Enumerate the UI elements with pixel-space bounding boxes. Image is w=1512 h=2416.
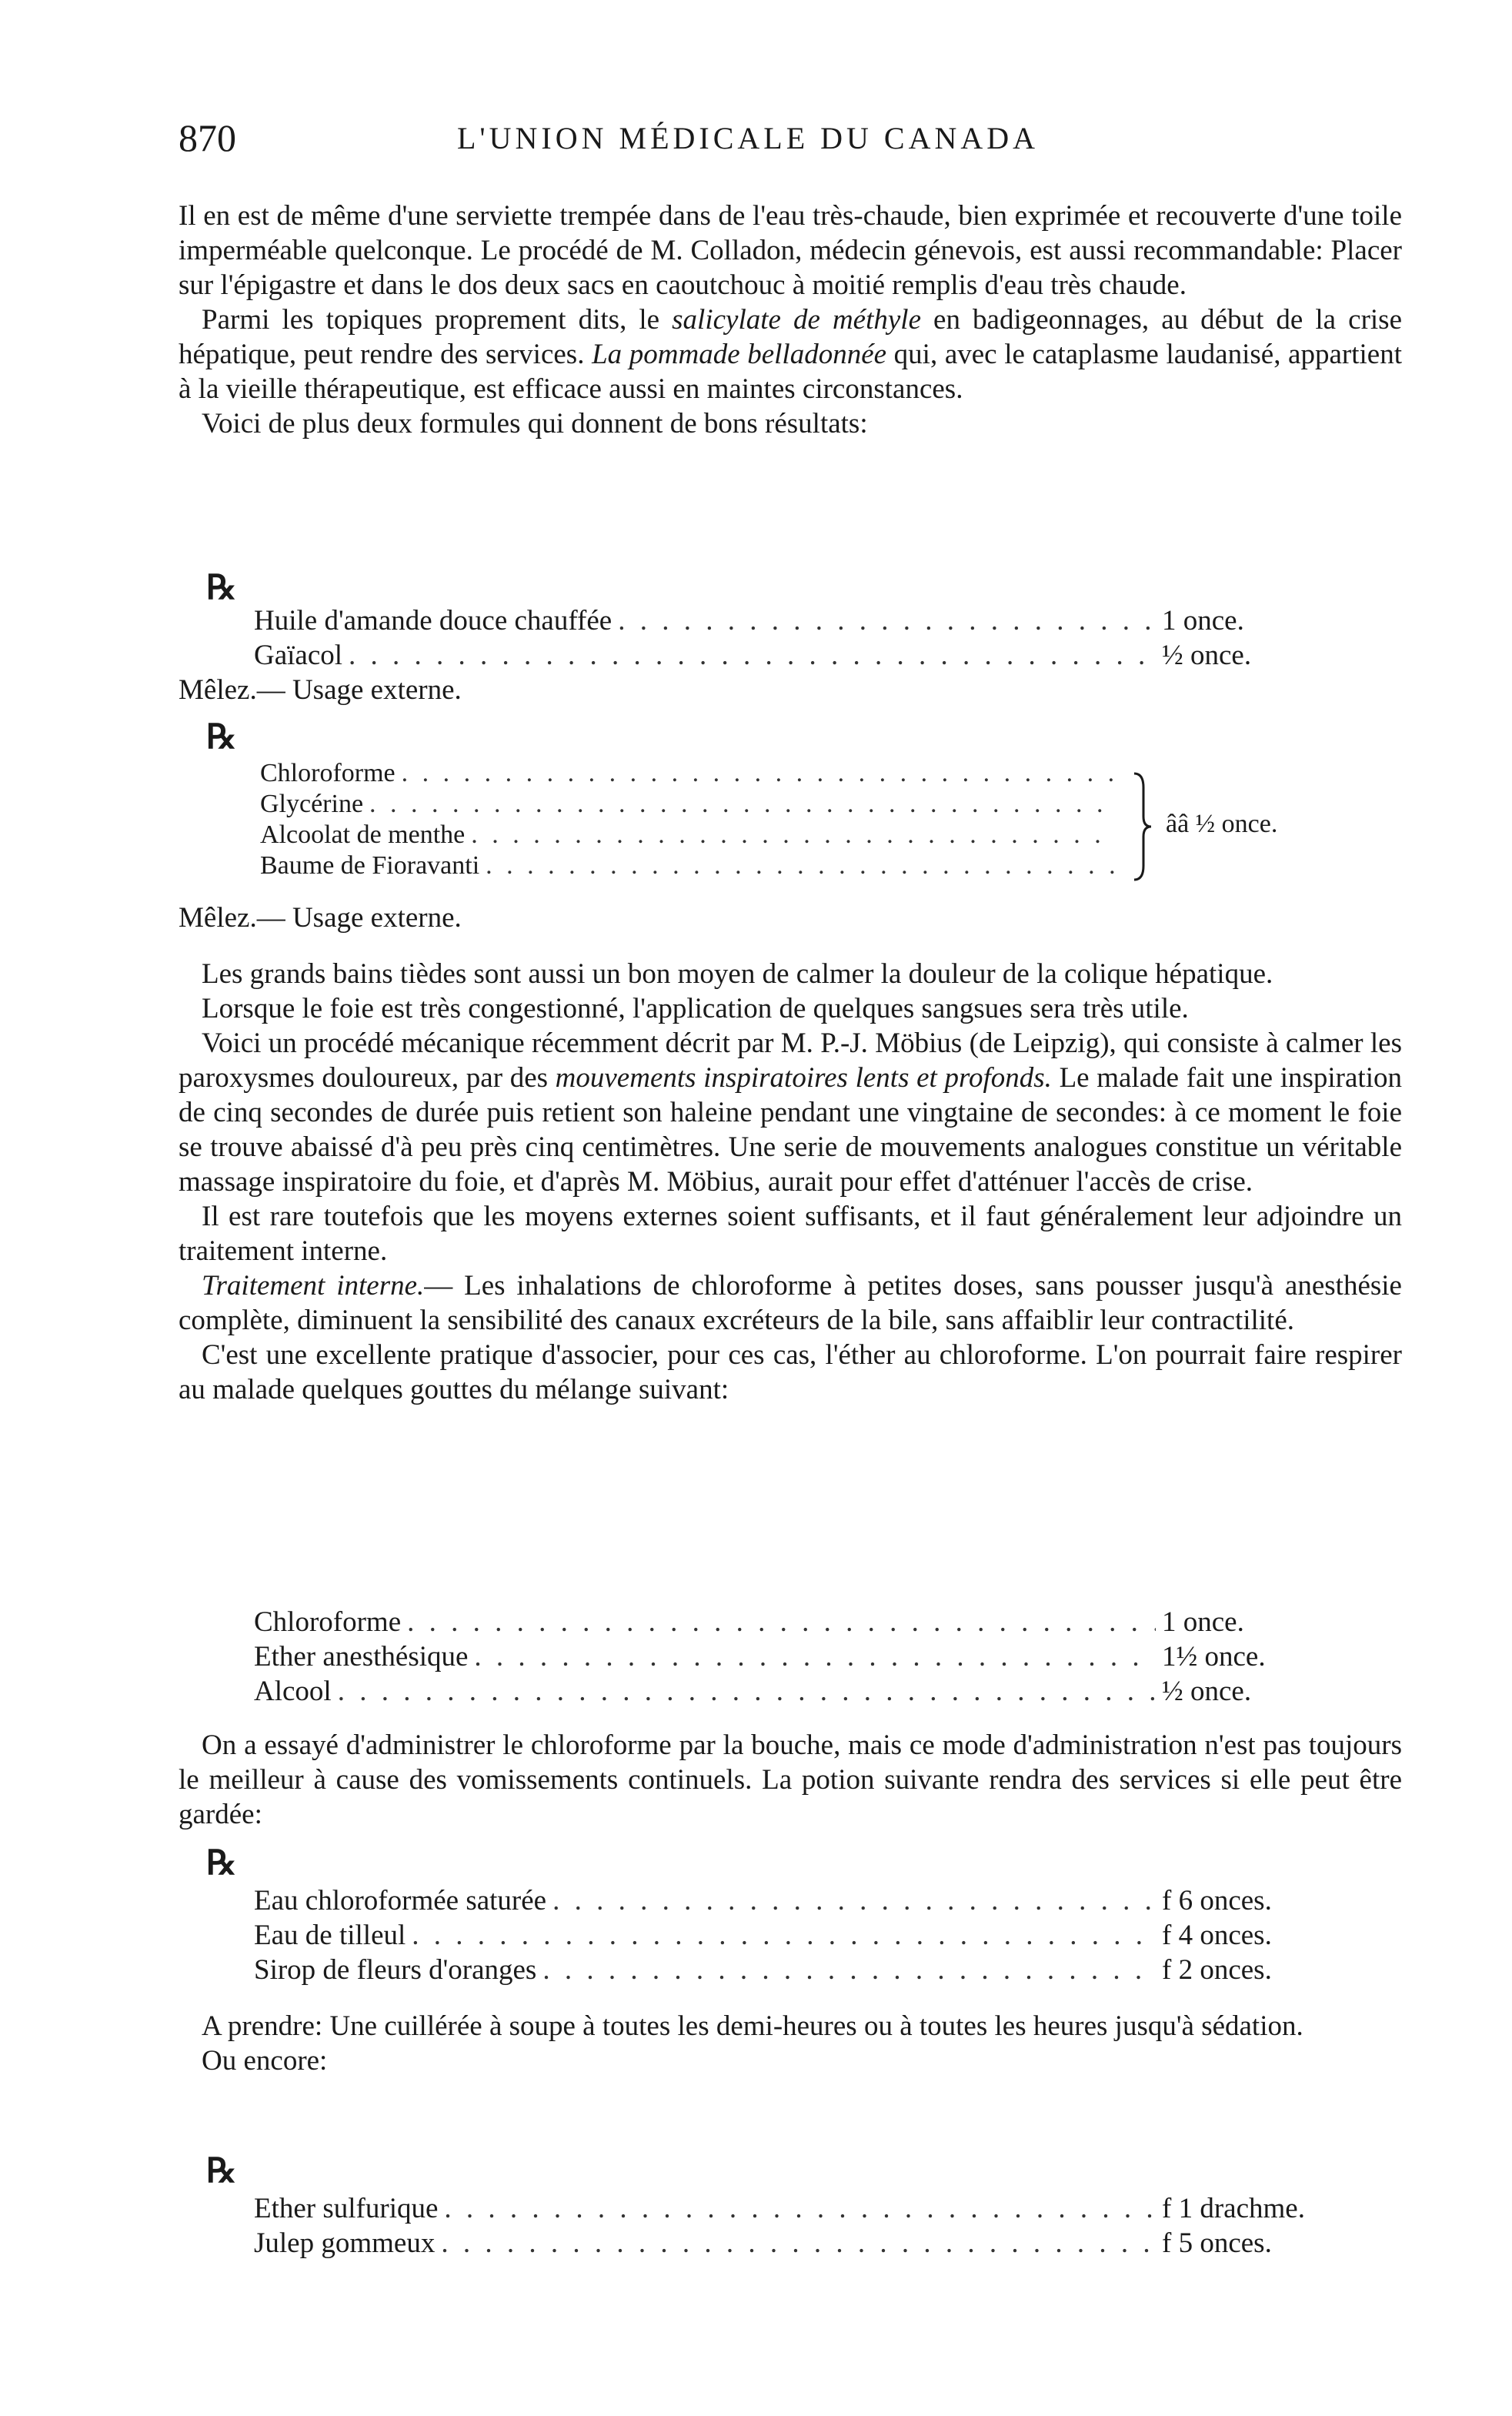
recipe-symbol: ℞ — [206, 1844, 237, 1882]
leader-dots — [369, 789, 1116, 820]
ingredient-name: Huile d'amande douce chauffée — [254, 605, 612, 637]
formula-5-line — [254, 2191, 1305, 2226]
ingredient-name: Gaïacol — [254, 640, 343, 671]
leader-dots — [441, 2226, 1156, 2261]
text-run: Le malade fait une inspiration de cinq secondes de durée puis retient son haleine pendant une vingtaine de secondes: à ce moment le foie se trouve abaissé d'à peu près cinq centimètres. Une serie de mouvements analogues constitue un véritable massage inspiratoire du foie, et d'après M. Möbius, aurait pour effet d'atténuer l'accès de crise. — [179, 1062, 1402, 1198]
formula-2-line — [260, 789, 1122, 820]
right-brace-icon — [1133, 772, 1153, 881]
text-block-1 — [179, 199, 1402, 441]
formula-1-line — [254, 638, 1293, 673]
leader-dots — [349, 638, 1156, 673]
formula-4-line — [254, 1918, 1293, 1953]
leader-dots — [338, 1674, 1156, 1709]
italic-term: mouvements inspiratoires lents et profonds. — [555, 1062, 1052, 1094]
formula-4-line — [254, 1883, 1293, 1918]
text-run: en badigeonnages, au début de la crise hépatique, peut rendre des services. — [179, 304, 1402, 370]
formula-2-line — [260, 758, 1122, 789]
formula-3-line — [254, 1674, 1293, 1709]
formula-3-line — [254, 1605, 1293, 1639]
paragraph-ether: C'est une excellente pratique d'associer, pour ces cas, l'éther au chloroforme. L'on pourrait faire respirer au malade quelques gouttes du mélange suivant: — [179, 1339, 1402, 1405]
paragraph-formules-intro: Voici de plus deux formules qui donnent de bons résultats: — [202, 408, 868, 439]
formula-2-quantity: ââ ½ once. — [1166, 810, 1278, 838]
formula-4-line — [254, 1953, 1293, 1987]
running-title: L'UNION MÉDICALE DU CANADA — [457, 121, 1040, 155]
formula-2-line — [260, 820, 1122, 850]
ingredient-name: Eau chloroformée saturée — [254, 1885, 547, 1916]
paragraph-serviette: Il en est de même d'une serviette trempée dans de l'eau très-chaude, bien exprimée et recouverte d'une toile imperméable quelconque. Le procédé de M. Colladon, médecin génevois, est aussi recommandable: Placer sur l'épigastre et dans le dos deux sacs en caoutchouc à moitié remplis d'eau très chaude. — [179, 200, 1402, 301]
paragraph-ou-encore: Ou encore: — [202, 2045, 328, 2077]
text-run: Parmi les topiques proprement dits, le — [202, 304, 673, 336]
ingredient-quantity: ½ once. — [1162, 1676, 1252, 1707]
ingredient-quantity: f 5 onces. — [1162, 2227, 1272, 2259]
formula-2-note: Mêlez.— Usage externe. — [179, 902, 462, 934]
page-header — [179, 115, 1410, 177]
leader-dots — [474, 1639, 1156, 1674]
ingredient-quantity: f 2 onces. — [1162, 1954, 1272, 1986]
formula-1-note: Mêlez.— Usage externe. — [179, 674, 462, 706]
text-block-4 — [179, 2009, 1402, 2078]
ingredient-quantity: ½ once. — [1162, 640, 1252, 671]
ingredient-quantity: f 1 drachme. — [1162, 2193, 1305, 2224]
ingredient-name: Eau de tilleul — [254, 1920, 406, 1951]
formula-2-line — [260, 850, 1122, 881]
text-block-2 — [179, 957, 1402, 1407]
paragraph-traitement: Il est rare toutefois que les moyens externes soient suffisants, et il faut généralement leur adjoindre un traitement interne. — [179, 1201, 1402, 1267]
paragraph-mobius — [179, 1026, 1402, 1199]
leader-dots — [412, 1918, 1156, 1953]
ingredient-name: Chloroforme — [254, 1606, 402, 1638]
leader-dots — [407, 1605, 1156, 1639]
paragraph-bains: Les grands bains tièdes sont aussi un bon moyen de calmer la douleur de la colique hépatique. — [202, 958, 1273, 990]
leader-dots — [542, 1953, 1156, 1987]
ingredient-quantity: f 6 onces. — [1162, 1885, 1272, 1916]
ingredient-name: Glycérine — [260, 790, 364, 818]
ingredient-name: Sirop de fleurs d'oranges — [254, 1954, 537, 1986]
italic-term: salicylate de méthyle — [672, 304, 921, 336]
italic-term: La pommade belladonnée — [592, 339, 887, 370]
ingredient-quantity: 1 once. — [1162, 605, 1244, 637]
paragraph-topiques — [179, 302, 1402, 406]
recipe-symbol: ℞ — [206, 718, 237, 756]
ingredient-name: Baume de Fioravanti — [260, 851, 480, 880]
ingredient-name: Julep gommeux — [254, 2227, 436, 2259]
ingredient-name: Ether anesthésique — [254, 1641, 469, 1672]
ingredient-name: Chloroforme — [260, 759, 396, 787]
ingredient-name: Ether sulfurique — [254, 2193, 439, 2224]
leader-dots — [486, 850, 1116, 881]
formula-1-line — [254, 603, 1293, 638]
formula-5-line — [254, 2226, 1293, 2261]
paragraph-a-prendre: A prendre: Une cuillérée à soupe à toutes les demi-heures ou à toutes les heures jusqu'à sédation. — [202, 2010, 1303, 2042]
leader-dots — [618, 603, 1156, 638]
text-run: Voici un procédé mécanique récemment décrit par M. P.-J. Möbius (de Leipzig), qui consiste à calmer les paroxysmes douloureux, par des — [179, 1028, 1402, 1094]
leader-dots — [444, 2191, 1156, 2226]
page-number: 870 — [179, 116, 236, 159]
ingredient-quantity: 1 once. — [1162, 1606, 1244, 1638]
formula-3-line — [254, 1639, 1293, 1674]
ingredient-quantity: f 4 onces. — [1162, 1920, 1272, 1951]
ingredient-name: Alcoolat de menthe — [260, 820, 466, 849]
recipe-symbol: ℞ — [206, 569, 237, 607]
recipe-symbol: ℞ — [206, 2152, 237, 2190]
leader-dots — [402, 758, 1116, 789]
text-run: — Les inhalations de chloroforme à petites doses, sans pousser jusqu'à anesthésie complète, diminuent la sensibilité des canaux excréteurs de la bile, sans affaiblir leur contractilité. — [179, 1270, 1402, 1336]
text-run: qui, avec le cataplasme laudanisé, appartient à la vieille thérapeutique, est efficace aussi en maintes circonstances. — [179, 339, 1402, 405]
paragraph-traitement-interne — [179, 1268, 1402, 1338]
ingredient-name: Alcool — [254, 1676, 332, 1707]
italic-heading: Traitement interne. — [202, 1270, 425, 1302]
paragraph-sangsues: Lorsque le foie est très congestionné, l'application de quelques sangsues sera très utile. — [202, 993, 1189, 1024]
paragraph-bouche: On a essayé d'administrer le chloroforme par la bouche, mais ce mode d'administration n'est pas toujours le meilleur à cause des vomissements continuels. La potion suivante rendra des services si elle peut être gardée: — [179, 1729, 1402, 1830]
text-block-3 — [179, 1728, 1402, 1832]
leader-dots — [552, 1883, 1156, 1918]
ingredient-quantity: 1½ once. — [1162, 1641, 1266, 1672]
leader-dots — [471, 820, 1116, 850]
